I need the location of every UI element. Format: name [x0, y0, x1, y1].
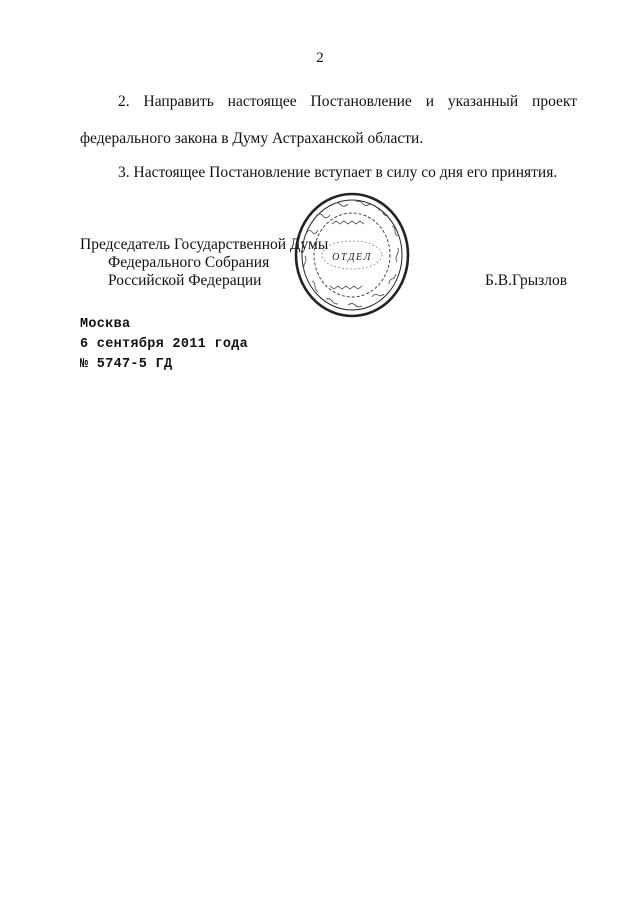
paragraph-item2-line2: федерального закона в Думу Астраханской области. — [80, 130, 424, 147]
signatory-title-line3: Российской Федерации — [108, 272, 262, 289]
paragraph-item2-line1: 2. Направить настоящее Постановление и указанный проект — [118, 93, 577, 110]
signer-name: Б.В.Грызлов — [485, 272, 568, 289]
footer-date: 6 сентября 2011 года — [80, 337, 249, 352]
official-seal-stamp — [292, 190, 412, 320]
signatory-title-line1: Председатель Государственной Думы — [80, 236, 329, 253]
paragraph-item3: 3. Настоящее Постановление вступает в силу со дня его принятия. — [118, 164, 558, 181]
footer-city: Москва — [80, 317, 131, 332]
stamp-center-text: ОТДЕЛ — [332, 252, 372, 263]
signatory-title-line2: Федерального Собрания — [108, 254, 270, 271]
page-number: 2 — [316, 50, 324, 66]
footer-document-number: № 5747-5 ГД — [80, 357, 173, 372]
